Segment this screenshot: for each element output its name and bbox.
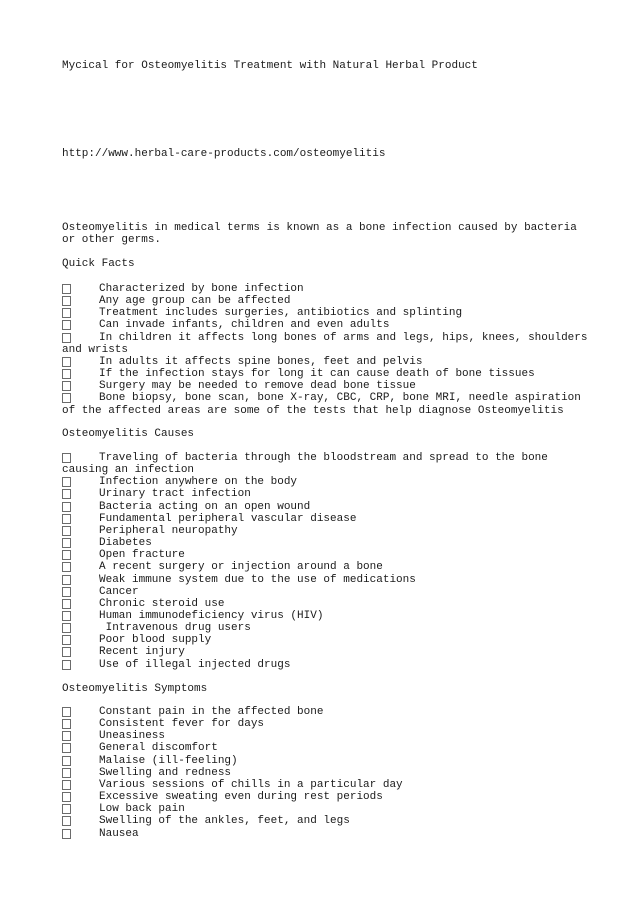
bullet-icon (62, 514, 71, 524)
bullet-icon (62, 296, 71, 306)
bullet-icon (62, 381, 71, 391)
text-line: Bone biopsy, bone scan, bone X-ray, CBC, CRP, bone MRI, needle aspiration (99, 392, 581, 405)
bullet-icon (62, 357, 71, 367)
symptoms-heading: Osteomyelitis Symptoms (62, 683, 208, 695)
quick-facts-heading: Quick Facts (62, 258, 135, 270)
bullet-icon (62, 333, 71, 343)
bullet-icon (62, 768, 71, 778)
bullet-icon (62, 756, 71, 766)
causes-heading: Osteomyelitis Causes (62, 428, 195, 440)
bullet-icon (62, 489, 71, 499)
bullet-icon (62, 538, 71, 548)
text-line: In adults it affects spine bones, feet and pelvis (99, 355, 423, 368)
bullet-icon (62, 599, 71, 609)
bullet-icon (62, 369, 71, 379)
text-line: and wrists (62, 343, 129, 356)
text-line: Traveling of bacteria through the bloodstream and spread to the bone (99, 452, 548, 464)
text-line: Low back pain (99, 803, 185, 816)
bullet-icon (62, 284, 71, 294)
text-line: Human immunodeficiency virus (HIV) (99, 609, 324, 622)
bullet-icon (62, 647, 71, 657)
bullet-icon (62, 393, 71, 403)
bullet-icon (62, 731, 71, 741)
bullet-icon (62, 320, 71, 330)
text-line: Bacteria acting on an open wound (99, 500, 311, 513)
bullet-icon (62, 562, 71, 572)
text-line: Treatment includes surgeries, antibiotics and splinting (99, 307, 463, 320)
text-line: Consistent fever for days (99, 718, 265, 731)
text-line: Recent injury (99, 646, 185, 659)
bullet-icon (62, 635, 71, 645)
text-line: Nausea (99, 827, 139, 840)
text-line: Constant pain in the affected bone (99, 706, 324, 718)
text-line: Weak immune system due to the use of medications (99, 573, 416, 586)
bullet-icon (62, 660, 71, 670)
text-line: Various sessions of chills in a particular day (99, 778, 403, 791)
bullet-icon (62, 308, 71, 318)
text-line: Swelling and redness (99, 766, 232, 779)
text-line: Can invade infants, children and even adults (99, 319, 390, 332)
bullet-icon (62, 611, 71, 621)
bullet-icon (62, 804, 71, 814)
bullet-icon (62, 587, 71, 597)
text-line: Use of illegal injected drugs (99, 658, 291, 671)
bullet-icon (62, 575, 71, 585)
source-url: http://www.herbal-care-products.com/osteomyelitis (62, 148, 386, 160)
bullet-icon (62, 719, 71, 729)
bullet-icon (62, 829, 71, 839)
bullet-icon (62, 477, 71, 487)
bullet-icon (62, 526, 71, 536)
bullet-icon (62, 502, 71, 512)
bullet-icon (62, 743, 71, 753)
text-line: Poor blood supply (99, 634, 212, 647)
text-line: If the infection stays for long it can cause death of bone tissues (99, 368, 535, 381)
text-line: Malaise (ill-feeling) (99, 754, 238, 767)
text-line: Osteomyelitis in medical terms is known as a bone infection caused by bacteria (62, 222, 577, 234)
text-line: Characterized by bone infection (99, 283, 304, 295)
text-line: Open fracture (99, 549, 185, 562)
document-title: Mycical for Osteomyelitis Treatment with Natural Herbal Product (62, 60, 478, 72)
text-line: Diabetes (99, 537, 152, 550)
text-line: Uneasiness (99, 730, 166, 743)
text-line: Fundamental peripheral vascular disease (99, 512, 357, 525)
text-line: Excessive sweating even during rest periods (99, 791, 383, 804)
text-line: Peripheral neuropathy (99, 524, 238, 537)
bullet-icon (62, 816, 71, 826)
text-line: Intravenous drug users (99, 622, 251, 635)
bullet-icon (62, 707, 71, 717)
text-line: General discomfort (99, 742, 218, 755)
text-line: Swelling of the ankles, feet, and legs (99, 815, 350, 828)
text-line: Any age group can be affected (99, 295, 291, 308)
text-line: Urinary tract infection (99, 488, 251, 501)
text-line: Chronic steroid use (99, 597, 225, 610)
bullet-icon (62, 792, 71, 802)
bullet-icon (62, 780, 71, 790)
text-line: A recent surgery or injection around a bone (99, 561, 383, 574)
text-line: of the affected areas are some of the tests that help diagnose Osteomyelitis (62, 404, 564, 417)
bullet-icon (62, 623, 71, 633)
text-line: In children it affects long bones of arms and legs, hips, knees, shoulders (99, 331, 588, 344)
text-line: or other germs. (62, 234, 162, 247)
text-line: Cancer (99, 585, 139, 598)
text-line: causing an infection (62, 464, 195, 477)
text-line: Infection anywhere on the body (99, 476, 298, 489)
bullet-icon (62, 453, 71, 463)
bullet-icon (62, 550, 71, 560)
text-line: Surgery may be needed to remove dead bone tissue (99, 380, 416, 393)
